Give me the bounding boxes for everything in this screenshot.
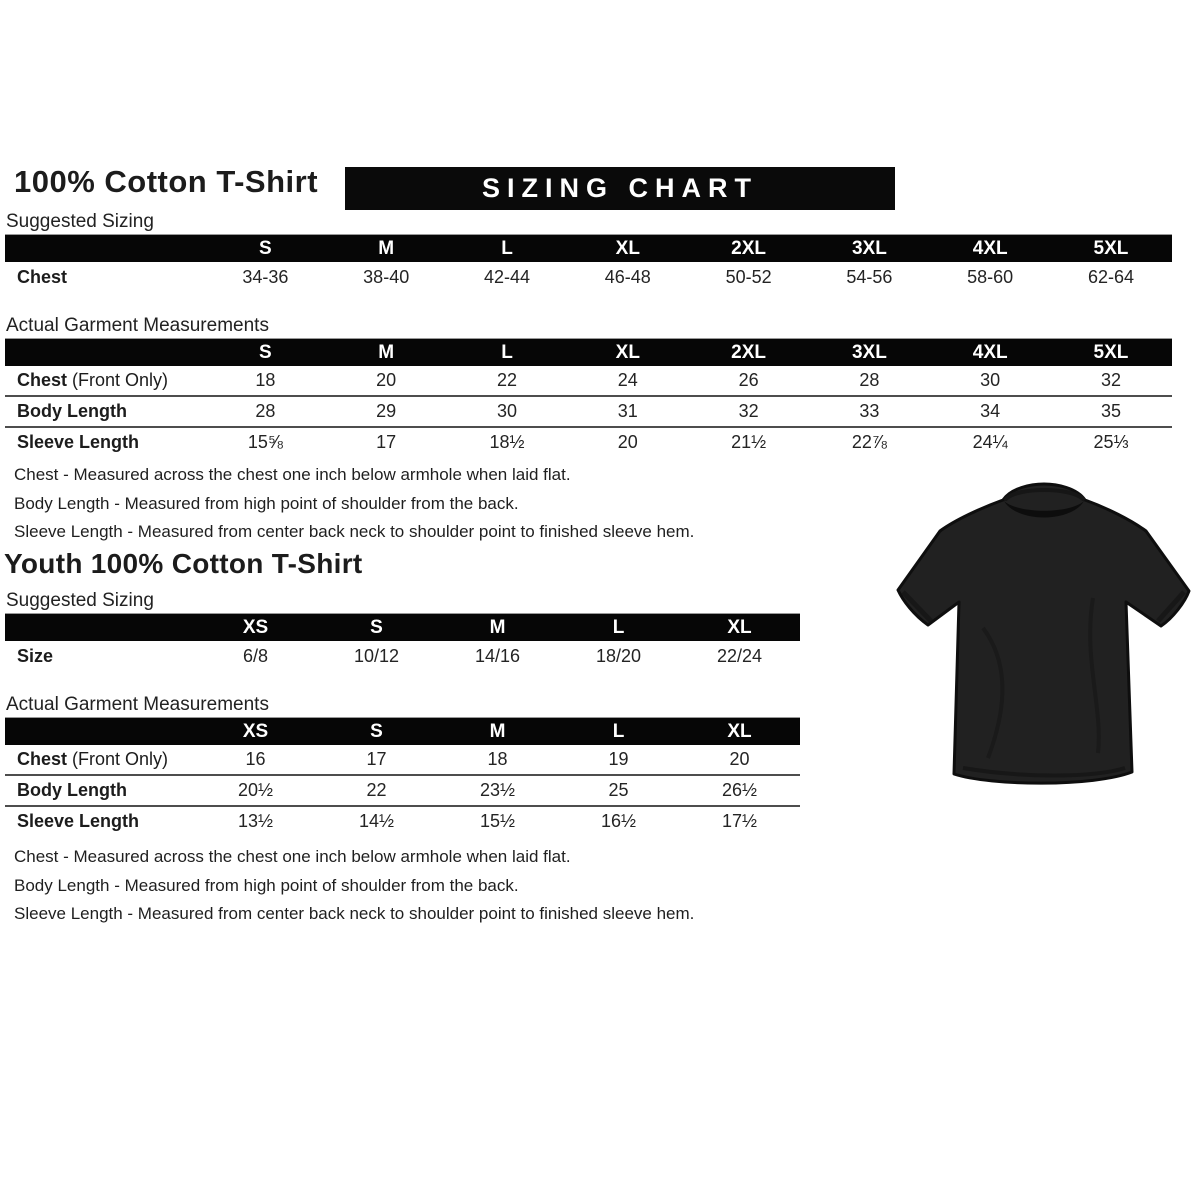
measurement-value: 18½ xyxy=(489,432,525,452)
measurement-value: 35 xyxy=(1100,401,1121,421)
measurement-value: 24 xyxy=(617,370,638,390)
size-header: XL xyxy=(615,341,640,363)
note-line: Chest - Measured across the chest one inch below armhole when laid flat. xyxy=(14,847,571,866)
row-label: Chest xyxy=(17,749,68,769)
measurement-value: 20 xyxy=(729,749,750,769)
measurement-value: 13½ xyxy=(237,811,274,831)
measurement-value: 18 xyxy=(487,749,508,769)
size-header: M xyxy=(489,720,506,742)
measurement-value: 18 xyxy=(255,370,276,390)
table-header-row xyxy=(5,613,800,641)
size-header: 3XL xyxy=(851,341,887,363)
sizing-chart-banner-label: SIZING CHART xyxy=(482,173,758,203)
measurement-value: 38-40 xyxy=(363,267,410,287)
size-header: M xyxy=(378,237,395,259)
size-header: S xyxy=(370,616,383,638)
size-header: 5XL xyxy=(1093,341,1129,363)
measurement-value: 50-52 xyxy=(725,267,772,287)
measurement-value: 17½ xyxy=(721,811,758,831)
measurement-value: 18/20 xyxy=(595,646,642,666)
table-row xyxy=(5,397,1172,428)
adult-actual-measurements-table xyxy=(5,338,1172,457)
size-header: XS xyxy=(242,616,269,638)
row-label: Sleeve Length xyxy=(17,811,140,831)
size-header: M xyxy=(378,341,395,363)
measurement-value: 34-36 xyxy=(242,267,289,287)
youth-actual-measurements-table xyxy=(5,717,800,836)
size-header: XL xyxy=(615,237,640,259)
size-header: 4XL xyxy=(972,237,1008,259)
measurement-value: 16 xyxy=(245,749,266,769)
measurement-value: 42-44 xyxy=(483,267,531,287)
measurement-value: 31 xyxy=(617,401,638,421)
measurement-value: 22/24 xyxy=(716,646,763,666)
measurement-value: 20 xyxy=(617,432,638,452)
row-label: Body Length xyxy=(17,401,127,421)
size-header: 2XL xyxy=(731,237,767,259)
size-header: L xyxy=(501,237,513,259)
size-header: XL xyxy=(727,616,752,638)
table-header-row xyxy=(5,717,800,745)
table-row xyxy=(5,807,800,836)
measurement-value: 23½ xyxy=(479,780,516,800)
measurement-value: 32 xyxy=(1100,370,1121,390)
table-row xyxy=(5,262,1172,293)
measurement-value: 17 xyxy=(376,432,397,452)
measurement-value: 22 xyxy=(496,370,517,390)
sizing-chart-banner xyxy=(345,167,895,210)
measurement-value: 21½ xyxy=(731,432,767,452)
measurement-value: 28 xyxy=(859,370,880,390)
size-header: XL xyxy=(727,720,752,742)
measurement-value: 29 xyxy=(376,401,397,421)
measurement-value: 16½ xyxy=(600,811,637,831)
size-header: S xyxy=(259,341,272,363)
adult-measurement-notes xyxy=(14,461,694,547)
youth-suggested-sizing-table xyxy=(5,613,800,672)
note-line: Chest - Measured across the chest one inch below armhole when laid flat. xyxy=(14,465,571,484)
row-label-note: (Front Only) xyxy=(67,749,169,769)
measurement-value: 25⅓ xyxy=(1093,432,1129,452)
youth-section-title: Youth 100% Cotton T-Shirt xyxy=(4,548,363,579)
measurement-value: 15½ xyxy=(479,811,516,831)
size-header: 5XL xyxy=(1093,237,1129,259)
measurement-value: 6/8 xyxy=(242,646,269,666)
row-label: Body Length xyxy=(17,780,127,800)
size-header: M xyxy=(489,616,506,638)
tshirt-graphic xyxy=(893,478,1193,808)
adult-suggested-sizing-table xyxy=(5,234,1172,293)
size-header: L xyxy=(612,720,625,742)
row-label: Sleeve Length xyxy=(17,432,140,452)
measurement-value: 20 xyxy=(376,370,397,390)
measurement-value: 14½ xyxy=(358,811,395,831)
size-header: L xyxy=(501,341,513,363)
table-row xyxy=(5,366,1172,397)
youth-suggested-sizing-label: Suggested Sizing xyxy=(6,590,154,611)
size-header: S xyxy=(259,237,272,259)
table-row xyxy=(5,776,800,807)
youth-actual-measurements-label: Actual Garment Measurements xyxy=(6,694,269,715)
row-label: Chest xyxy=(17,267,68,287)
measurement-value: 30 xyxy=(980,370,1001,390)
table-header-row xyxy=(5,338,1172,366)
measurement-value: 22⅞ xyxy=(851,432,887,452)
measurement-value: 15⅝ xyxy=(247,432,283,452)
measurement-value: 54-56 xyxy=(846,267,893,287)
size-header: 2XL xyxy=(731,341,767,363)
measurement-value: 24¼ xyxy=(972,432,1008,452)
measurement-value: 34 xyxy=(980,401,1001,421)
measurement-value: 25 xyxy=(608,780,629,800)
note-line: Body Length - Measured from high point of shoulder from the back. xyxy=(14,493,519,513)
row-label: Chest xyxy=(17,370,68,390)
size-header: XS xyxy=(242,720,269,742)
measurement-value: 33 xyxy=(859,401,880,421)
measurement-value: 26 xyxy=(738,370,759,390)
measurement-value: 10/12 xyxy=(353,646,400,666)
measurement-value: 58-60 xyxy=(967,267,1014,287)
measurement-value: 32 xyxy=(738,401,759,421)
measurement-value: 22 xyxy=(366,780,387,800)
measurement-value: 20½ xyxy=(237,780,274,800)
measurement-value: 46-48 xyxy=(604,267,651,287)
table-row xyxy=(5,641,800,672)
measurement-value: 14/16 xyxy=(474,646,521,666)
size-header: S xyxy=(370,720,383,742)
measurement-value: 17 xyxy=(366,749,387,769)
row-label-note: (Front Only) xyxy=(67,370,169,390)
table-row xyxy=(5,745,800,776)
adult-actual-measurements-label: Actual Garment Measurements xyxy=(6,315,269,336)
note-line: Sleeve Length - Measured from center back neck to shoulder point to finished sleeve hem. xyxy=(14,522,695,541)
note-line: Body Length - Measured from high point of shoulder from the back. xyxy=(14,875,519,895)
measurement-value: 26½ xyxy=(721,780,758,800)
table-row xyxy=(5,428,1172,457)
measurement-value: 62-64 xyxy=(1087,267,1134,287)
measurement-value: 30 xyxy=(496,401,517,421)
measurement-value: 19 xyxy=(608,749,629,769)
size-header: L xyxy=(612,616,625,638)
black-tshirt-image xyxy=(893,478,1193,808)
table-header-row xyxy=(5,234,1172,262)
page-title: 100% Cotton T-Shirt xyxy=(14,164,319,199)
size-header: 3XL xyxy=(851,237,887,259)
measurement-value: 28 xyxy=(255,401,276,421)
note-line: Sleeve Length - Measured from center back neck to shoulder point to finished sleeve hem. xyxy=(14,904,695,923)
row-label: Size xyxy=(17,646,54,666)
youth-measurement-notes xyxy=(14,843,694,929)
size-header: 4XL xyxy=(972,341,1008,363)
adult-suggested-sizing-label: Suggested Sizing xyxy=(6,211,154,232)
